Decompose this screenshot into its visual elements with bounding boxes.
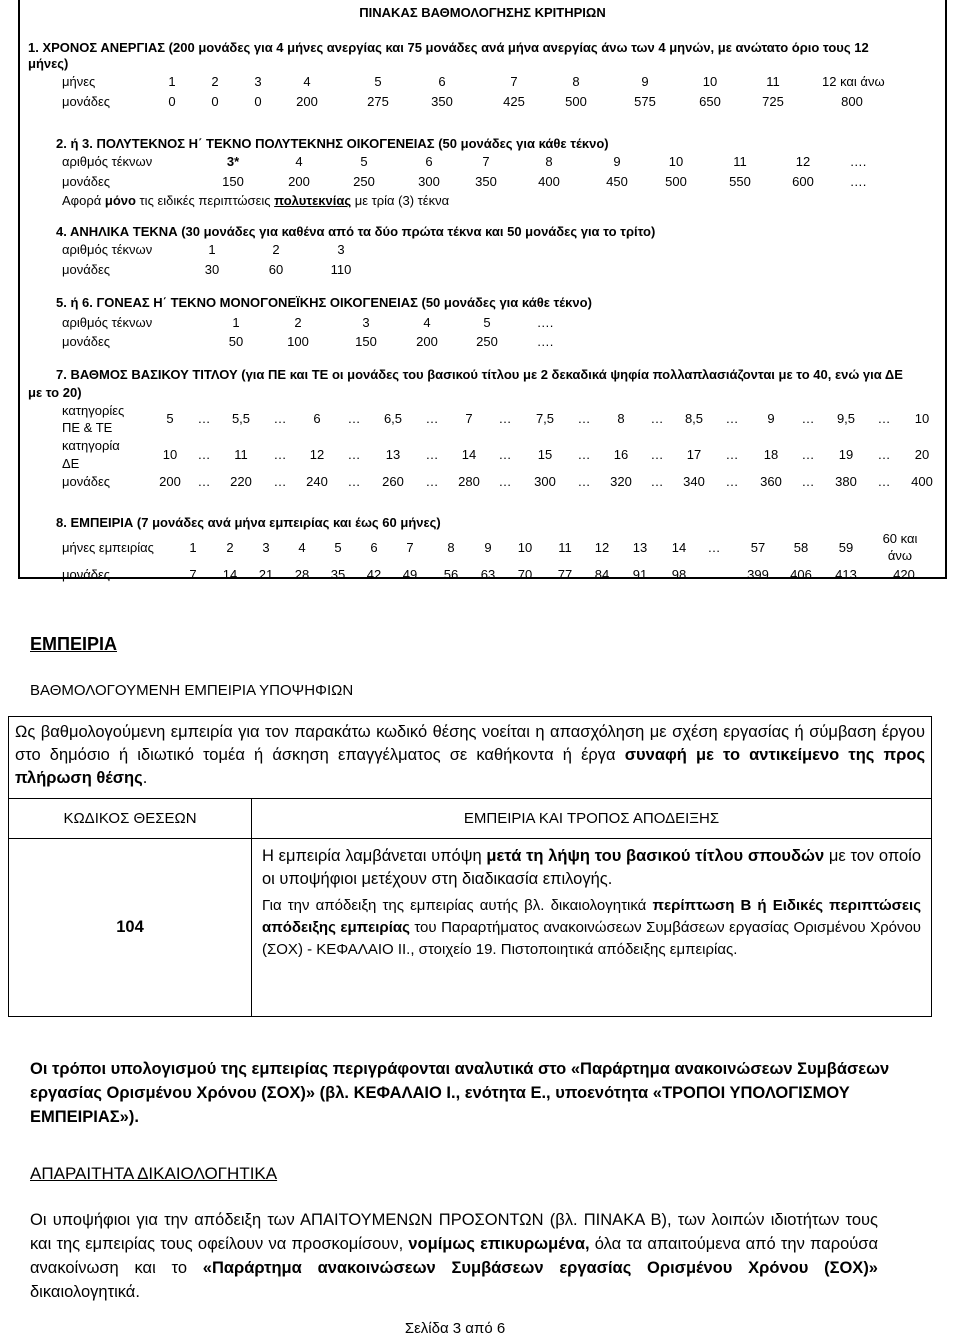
s7-pe-label-2: ΠΕ & ΤΕ bbox=[62, 420, 113, 435]
s1r2-cell: 0 bbox=[254, 94, 262, 109]
s4-row1-label: αριθμός τέκνων bbox=[62, 242, 153, 257]
s8r1-cell: … bbox=[707, 540, 721, 555]
s1r1-cell: 2 bbox=[211, 74, 219, 89]
s2r1-cell: 10 bbox=[668, 154, 684, 169]
col-code-header: ΚΩΔΙΚΟΣ ΘΕΣΕΩΝ bbox=[9, 799, 252, 839]
s8r2-cell: 70 bbox=[517, 567, 533, 582]
s7pe-cell: … bbox=[273, 411, 287, 426]
col-experience-header: ΕΜΠΕΙΡΙΑ ΚΑΙ ΤΡΟΠΟΣ ΑΠΟΔΕΙΞΗΣ bbox=[252, 799, 932, 839]
s8r2-cell: 56 bbox=[443, 567, 459, 582]
s7pts-cell: … bbox=[877, 474, 891, 489]
s8r2-cell: 84 bbox=[594, 567, 610, 582]
s1r2-cell: 800 bbox=[841, 94, 863, 109]
s7de-cell: 17 bbox=[686, 447, 702, 462]
s7pts-cell: 320 bbox=[610, 474, 632, 489]
s7de-cell: 20 bbox=[914, 447, 930, 462]
s8r1-cell: 13 bbox=[632, 540, 648, 555]
s7-heading-cont: με το 20) bbox=[28, 385, 82, 400]
s8r1-cell: 59 bbox=[838, 540, 854, 555]
s2r1-cell: 6 bbox=[425, 154, 433, 169]
s8r2-cell: 35 bbox=[330, 567, 346, 582]
s5r2-cell: 50 bbox=[228, 334, 244, 349]
s8r1-cell: 9 bbox=[484, 540, 492, 555]
s7pe-cell: 8 bbox=[617, 411, 625, 426]
s7pts-cell: … bbox=[347, 474, 361, 489]
s5r1-cell: 1 bbox=[232, 315, 240, 330]
s7pe-cell: 10 bbox=[914, 411, 930, 426]
page-footer: Σελίδα 3 από 6 bbox=[404, 1320, 506, 1337]
s8r2-cell: 21 bbox=[258, 567, 274, 582]
s7pts-cell: 340 bbox=[683, 474, 705, 489]
s7pts-cell: 240 bbox=[306, 474, 328, 489]
s7de-cell: 16 bbox=[613, 447, 629, 462]
req-e: δικαιολογητικά. bbox=[30, 1283, 140, 1301]
s7de-cell: 12 bbox=[309, 447, 325, 462]
s1r1-cell: 4 bbox=[303, 74, 311, 89]
s7pts-cell: 220 bbox=[230, 474, 252, 489]
s1r2-cell: 725 bbox=[762, 94, 784, 109]
p1-b: μετά τη λήψη του βασικού τίτλου σπουδών bbox=[486, 847, 825, 865]
s8r1-cell: 5 bbox=[334, 540, 342, 555]
s1-row2-label: μονάδες bbox=[62, 94, 111, 109]
s2r1-cell: 11 bbox=[733, 154, 747, 169]
s7pe-cell: 6 bbox=[313, 411, 321, 426]
p2-b: περίπτωση Β ή Ειδικές περιπτώσεις απόδειξης εμπειρίας bbox=[262, 897, 922, 936]
s8-row1-label: μήνες εμπειρίας bbox=[62, 540, 154, 555]
required-paragraph bbox=[30, 1208, 878, 1304]
s2r1-cell: 9 bbox=[613, 154, 621, 169]
s1r2-cell: 425 bbox=[503, 94, 525, 109]
s4r1-cell: 1 bbox=[208, 242, 216, 257]
required-heading: ΑΠΑΡΑΙΤΗΤΑ ΔΙΚΑΙΟΛΟΓΗΤΙΚΑ bbox=[30, 1164, 278, 1183]
s7pe-cell: … bbox=[347, 411, 361, 426]
s8r1-cell: 8 bbox=[447, 540, 455, 555]
s2r1-cell: 4 bbox=[295, 154, 303, 169]
s4r2-cell: 30 bbox=[204, 262, 220, 277]
s1r2-cell: 650 bbox=[699, 94, 721, 109]
s7-heading: 7. ΒΑΘΜΟΣ ΒΑΣΙΚΟΥ ΤΙΤΛΟΥ (για ΠΕ και ΤΕ οι μονάδες του βασικού τίτλου με 2 δεκαδικά ψηφία πολλαπλασιάζονται με το 40, ενώ για ΔΕ bbox=[56, 367, 903, 382]
s7pe-cell: 8,5 bbox=[684, 411, 704, 426]
s2r2-cell: 250 bbox=[353, 174, 375, 189]
s8r1-cell: 7 bbox=[406, 540, 414, 555]
s1r2-cell: 575 bbox=[634, 94, 656, 109]
s5r1-cell: …. bbox=[536, 315, 554, 330]
s8r1-cell: 4 bbox=[298, 540, 306, 555]
s7pe-cell: … bbox=[725, 411, 739, 426]
s7pe-cell: 7,5 bbox=[535, 411, 555, 426]
s1r2-cell: 275 bbox=[367, 94, 389, 109]
p1-c: με τον οποίο οι υποψήφιοι μετέχουν στη διαδικασία επιλογής. bbox=[262, 847, 921, 888]
s5r1-cell: 4 bbox=[423, 315, 431, 330]
s2-note-c: τις ειδικές περιπτώσεις bbox=[135, 193, 275, 208]
experience-subheading: ΒΑΘΜΟΛΟΓΟΥΜΕΝΗ ΕΜΠΕΙΡΙΑ ΥΠΟΨΗΦΙΩΝ bbox=[30, 682, 354, 699]
s1r1-cell: 10 bbox=[702, 74, 718, 89]
s8-heading: 8. ΕΜΠΕΙΡΙΑ (7 μονάδες ανά μήνα εμπειρίας και έως 60 μήνες) bbox=[56, 515, 441, 530]
s2r1-cell: 3* bbox=[226, 154, 240, 169]
experience-table bbox=[8, 716, 932, 1017]
experience-intro bbox=[15, 721, 925, 790]
s7de-cell: 14 bbox=[461, 447, 477, 462]
s7pe-cell: … bbox=[425, 411, 439, 426]
s2r1-cell: 12 bbox=[795, 154, 811, 169]
intro-a: Ως βαθμολογούμενη εμπειρία για τον παρακάτω κωδικό θέσης νοείται η απασχόληση με σχέση εργασίας ή σύμβαση έργου στο δημόσιο ή ιδιωτικό τομέα ή άσκηση επαγγέλματος σε καθήκοντα ή έργα bbox=[15, 723, 926, 764]
s4r1-cell: 3 bbox=[337, 242, 345, 257]
s2r2-cell: 300 bbox=[418, 174, 440, 189]
s4r2-cell: 60 bbox=[268, 262, 284, 277]
s7pts-cell: … bbox=[197, 474, 211, 489]
s7pts-cell: 380 bbox=[835, 474, 857, 489]
s8r1-cell: 14 bbox=[671, 540, 687, 555]
s7de-cell: … bbox=[425, 447, 439, 462]
s2-note-e: με τρία (3) τέκνα bbox=[351, 193, 450, 208]
s1-heading-cont: μήνες) bbox=[28, 56, 69, 71]
s8-row2-label: μονάδες bbox=[62, 567, 111, 582]
s7de-cell: 19 bbox=[838, 447, 854, 462]
s7pe-cell: 9,5 bbox=[836, 411, 856, 426]
s8r1-cell: 10 bbox=[517, 540, 533, 555]
s1r2-cell: 500 bbox=[565, 94, 587, 109]
s1r1-cell: 3 bbox=[254, 74, 262, 89]
s7pe-cell: 7 bbox=[465, 411, 473, 426]
s8r1-cell: 58 bbox=[793, 540, 809, 555]
experience-intro-cell bbox=[9, 717, 932, 799]
s2-note-d: πολυτεκνίας bbox=[274, 193, 352, 208]
s7de-cell: … bbox=[725, 447, 739, 462]
s2r1-cell: 7 bbox=[482, 154, 490, 169]
s8r2-cell: 98 bbox=[671, 567, 687, 582]
s4r1-cell: 2 bbox=[272, 242, 280, 257]
req-c: όλα τα απαιτούμενα από την παρούσα ανακοίνωση και το bbox=[30, 1235, 879, 1277]
s5-heading: 5. ή 6. ΓΟΝΕΑΣ Η΄ ΤΕΚΝΟ ΜΟΝΟΓΟΝΕΪΚΗΣ ΟΙΚΟΓΕΝΕΙΑΣ (50 μονάδες για κάθε τέκνο) bbox=[56, 295, 592, 310]
s7pts-cell: … bbox=[577, 474, 591, 489]
s8r1-cell: 2 bbox=[226, 540, 234, 555]
s8r2-cell: 7 bbox=[189, 567, 197, 582]
s5-row2-label: μονάδες bbox=[62, 334, 111, 349]
s8r2-cell: 49 bbox=[402, 567, 418, 582]
s8r2-cell: 28 bbox=[294, 567, 310, 582]
s8r2-cell: 91 bbox=[632, 567, 648, 582]
s7pe-cell: … bbox=[650, 411, 664, 426]
intro-c: . bbox=[142, 769, 148, 787]
s1r1-cell: 1 bbox=[168, 74, 176, 89]
s1r1-cell: 6 bbox=[438, 74, 446, 89]
s7pts-cell: … bbox=[498, 474, 512, 489]
s7de-cell: … bbox=[197, 447, 211, 462]
s7de-cell: … bbox=[801, 447, 815, 462]
s7de-cell: … bbox=[498, 447, 512, 462]
s7pts-cell: … bbox=[273, 474, 287, 489]
s8r1-cell: 3 bbox=[262, 540, 270, 555]
s2-row1-label: αριθμός τέκνων bbox=[62, 154, 153, 169]
p1-a: Η εμπειρία λαμβάνεται υπόψη bbox=[262, 847, 487, 865]
req-b: νομίμως επικυρωμένα, bbox=[408, 1235, 590, 1253]
s7pe-cell: … bbox=[197, 411, 211, 426]
s7pts-cell: 200 bbox=[159, 474, 181, 489]
s2-note-a: Αφορά bbox=[62, 193, 105, 208]
s7pe-cell: 6,5 bbox=[383, 411, 403, 426]
s1r2-cell: 0 bbox=[211, 94, 219, 109]
s7pts-cell: 300 bbox=[534, 474, 556, 489]
p2-c: του Παραρτήματος ανακοινώσεων Συμβάσεων εργασίας Ορισμένου Χρόνου (ΣΟΧ) - ΚΕΦΑΛΑΙΟ ΙΙ., στοιχείο 19. Πιστοποιητικά απόδειξης εμπειρίας. bbox=[262, 919, 922, 958]
s7pts-cell: … bbox=[801, 474, 815, 489]
s1r1-cell: 11 bbox=[766, 74, 780, 89]
s7-pts-label: μονάδες bbox=[62, 474, 111, 489]
s2r2-cell: 550 bbox=[729, 174, 751, 189]
s7de-cell: 13 bbox=[385, 447, 401, 462]
s2r2-cell: 200 bbox=[288, 174, 310, 189]
s8r1-cell: 6 bbox=[370, 540, 378, 555]
s7de-cell: … bbox=[650, 447, 664, 462]
table-title: ΠΙΝΑΚΑΣ ΒΑΘΜΟΛΟΓΗΣΗΣ ΚΡΙΤΗΡΙΩΝ bbox=[359, 5, 606, 20]
s7de-cell: … bbox=[877, 447, 891, 462]
s2r1-cell: 5 bbox=[360, 154, 368, 169]
s5r2-cell: 150 bbox=[355, 334, 377, 349]
s5r2-cell: …. bbox=[536, 334, 554, 349]
s8r2-cell: 77 bbox=[557, 567, 573, 582]
s7de-cell: 15 bbox=[537, 447, 553, 462]
p2-a: Για την απόδειξη της εμπειρίας αυτής βλ. δικαιολογητικά bbox=[262, 897, 653, 914]
s2r1-cell: …. bbox=[849, 154, 867, 169]
s4-heading: 4. ΑΝΗΛΙΚΑ ΤΕΚΝΑ (30 μονάδες για καθένα από τα δύο πρώτα τέκνα και 50 μονάδες για το τρίτο) bbox=[56, 224, 656, 239]
position-code: 104 bbox=[9, 839, 252, 1017]
s5r2-cell: 100 bbox=[287, 334, 309, 349]
s7-de-label-2: ΔΕ bbox=[62, 456, 80, 471]
s4r2-cell: 110 bbox=[330, 262, 352, 277]
s8r1-cell: 11 bbox=[558, 540, 572, 555]
s7pe-cell: … bbox=[498, 411, 512, 426]
s1r1-cell: 8 bbox=[572, 74, 580, 89]
s8r2-cell: … bbox=[707, 567, 721, 582]
s5r1-cell: 2 bbox=[294, 315, 302, 330]
s1r1-cell: 12 και άνω bbox=[822, 74, 885, 89]
s8-last-month-2: άνω bbox=[887, 548, 913, 563]
s7pts-cell: … bbox=[650, 474, 664, 489]
s1r2-cell: 200 bbox=[296, 94, 318, 109]
s2r1-cell: 8 bbox=[545, 154, 553, 169]
s7pe-cell: … bbox=[801, 411, 815, 426]
s1r2-cell: 350 bbox=[431, 94, 453, 109]
s8r1-cell: 12 bbox=[594, 540, 610, 555]
s4-row2-label: μονάδες bbox=[62, 262, 111, 277]
s2r2-cell: 600 bbox=[792, 174, 814, 189]
s7pts-cell: 400 bbox=[911, 474, 933, 489]
s7pe-cell: … bbox=[577, 411, 591, 426]
s8r2-cell: 63 bbox=[480, 567, 496, 582]
s7de-cell: 18 bbox=[763, 447, 779, 462]
s1r2-cell: 0 bbox=[168, 94, 176, 109]
s7pts-cell: 260 bbox=[382, 474, 404, 489]
req-a: Οι υποψήφιοι για την απόδειξη των ΑΠΑΙΤΟΥΜΕΝΩΝ ΠΡΟΣΟΝΤΩΝ (βλ. ΠΙΝΑΚΑ Β), των λοιπών ιδιοτήτων τους και της εμπειρίας τους οφείλουν να προσκομίσουν, bbox=[30, 1211, 878, 1253]
s2-note-b: μόνο bbox=[104, 193, 136, 208]
s1-heading: 1. ΧΡΟΝΟΣ ΑΝΕΡΓΙΑΣ (200 μονάδες για 4 μήνες ανεργίας και 75 μονάδες ανά μήνα ανεργίας άνω των 4 μηνών, με ανώτατο όριο τους 12 bbox=[28, 40, 869, 55]
s5r2-cell: 200 bbox=[416, 334, 438, 349]
s1r1-cell: 7 bbox=[510, 74, 518, 89]
s2-note bbox=[62, 193, 449, 208]
s1r1-cell: 9 bbox=[641, 74, 649, 89]
s7de-cell: … bbox=[273, 447, 287, 462]
s2r2-cell: 450 bbox=[606, 174, 628, 189]
s8r2-cell: 420 bbox=[893, 567, 915, 582]
s5r2-cell: 250 bbox=[476, 334, 498, 349]
s2r2-cell: 150 bbox=[222, 174, 244, 189]
s8r2-cell: 14 bbox=[222, 567, 238, 582]
s8-last-month-1: 60 και bbox=[882, 531, 918, 546]
s7pts-cell: … bbox=[725, 474, 739, 489]
s7pe-cell: 5 bbox=[166, 411, 174, 426]
s2r2-cell: …. bbox=[849, 174, 867, 189]
s8r2-cell: 42 bbox=[366, 567, 382, 582]
s2r2-cell: 350 bbox=[475, 174, 497, 189]
s2r2-cell: 500 bbox=[665, 174, 687, 189]
s8r1-cell: 57 bbox=[750, 540, 766, 555]
s7pe-cell: 5,5 bbox=[231, 411, 251, 426]
s8r2-cell: 399 bbox=[747, 567, 769, 582]
experience-p2 bbox=[262, 895, 921, 961]
s8r2-cell: 406 bbox=[790, 567, 812, 582]
s2-heading: 2. ή 3. ΠΟΛΥΤΕΚΝΟΣ Η΄ ΤΕΚΝΟ ΠΟΛΥΤΕΚΝΗΣ ΟΙΚΟΓΕΝΕΙΑΣ (50 μονάδες για κάθε τέκνο) bbox=[56, 136, 609, 151]
s7pe-cell: … bbox=[877, 411, 891, 426]
s1-row1-label: μήνες bbox=[62, 74, 96, 89]
s7pts-cell: … bbox=[425, 474, 439, 489]
s7de-cell: … bbox=[577, 447, 591, 462]
s7-pe-label-1: κατηγορίες bbox=[62, 403, 125, 418]
s2-row2-label: μονάδες bbox=[62, 174, 111, 189]
experience-p1 bbox=[262, 845, 921, 891]
s7pts-cell: 280 bbox=[458, 474, 480, 489]
s7de-cell: 10 bbox=[162, 447, 178, 462]
s5r1-cell: 5 bbox=[483, 315, 491, 330]
s7-de-label-1: κατηγορία bbox=[62, 438, 120, 453]
s7pe-cell: 9 bbox=[767, 411, 775, 426]
experience-proof-cell bbox=[252, 839, 932, 1017]
s8r1-cell: 1 bbox=[189, 540, 197, 555]
calc-note: Οι τρόποι υπολογισμού της εμπειρίας περιγράφονται αναλυτικά στο «Παράρτημα ανακοινώσεων Συμβάσεων εργασίας Ορισμένου Χρόνου (ΣΟΧ)» (βλ. ΚΕΦΑΛΑΙΟ Ι., ενότητα Ε., υποενότητα «ΤΡΟΠΟΙ ΥΠΟΛΟΓΙΣΜΟΥ ΕΜΠΕΙΡΙΑΣ»). bbox=[30, 1060, 890, 1126]
s5-row1-label: αριθμός τέκνων bbox=[62, 315, 153, 330]
s7de-cell: 11 bbox=[234, 447, 248, 462]
req-d: «Παράρτημα ανακοινώσεων Συμβάσεων εργασίας Ορισμένου Χρόνου (ΣΟΧ)» bbox=[202, 1259, 878, 1277]
s7de-cell: … bbox=[347, 447, 361, 462]
s5r1-cell: 3 bbox=[362, 315, 370, 330]
intro-b: συναφή με το αντικείμενο της προς πλήρωση θέσης bbox=[15, 746, 926, 787]
s8r2-cell: 413 bbox=[835, 567, 857, 582]
experience-heading: ΕΜΠΕΙΡΙΑ bbox=[30, 634, 118, 654]
s7pts-cell: 360 bbox=[760, 474, 782, 489]
s2r2-cell: 400 bbox=[538, 174, 560, 189]
s1r1-cell: 5 bbox=[374, 74, 382, 89]
